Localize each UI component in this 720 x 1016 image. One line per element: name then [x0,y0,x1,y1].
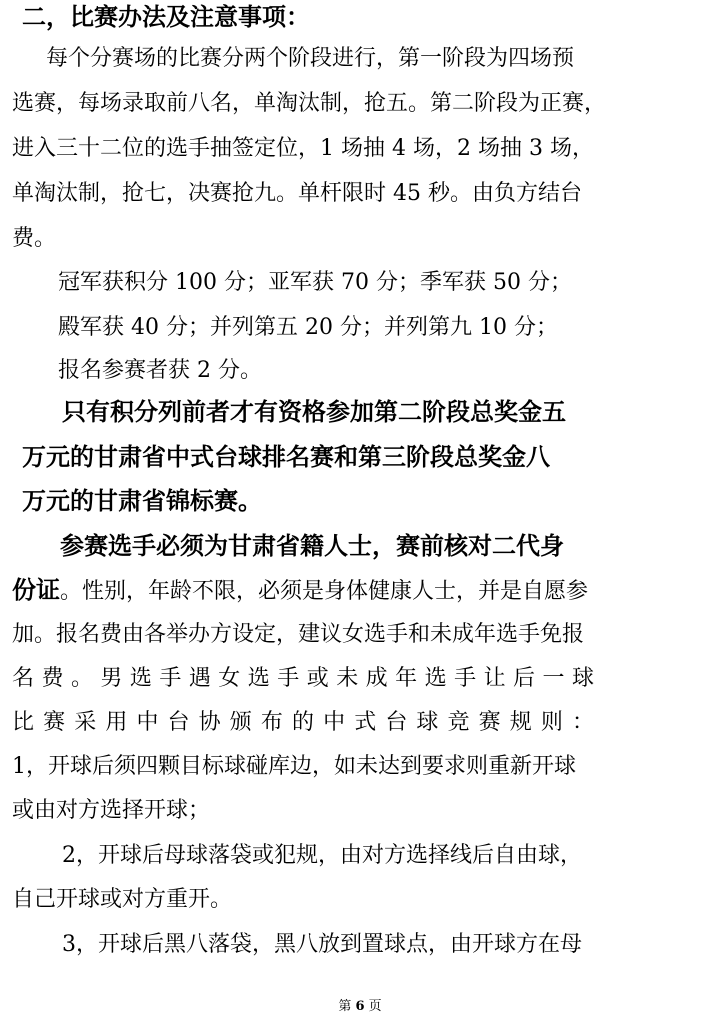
paragraph-line: 单淘汰制，抢七，决赛抢九。单杆限时 45 秒。由负方结台 [12,181,582,206]
section-heading: 二，比赛办法及注意事项： [22,3,310,31]
rule-line: 3，开球后黑八落袋，黑八放到置球点，由开球方在母 [62,932,582,957]
bold-paragraph-line: 万元的甘肃省锦标赛。 [22,487,262,515]
page-footer [0,995,720,1014]
bold-paragraph-line: 只有积分列前者才有资格参加第二阶段总奖金五 [62,398,566,426]
paragraph-text: 。性别，年龄不限，必须是身体健康人士，并是自愿参 [60,579,589,604]
paragraph-line: 进入三十二位的选手抽签定位，1 场抽 4 场，2 场抽 3 场， [12,136,594,161]
bold-paragraph-line: 万元的甘肃省中式台球排名赛和第三阶段总奖金八 [22,443,550,471]
footer-suffix: 页 [368,999,382,1014]
rule-line: 1，开球后须四颗目标球碰库边，如未达到要求则重新开球 [12,754,576,779]
paragraph-line [12,575,588,607]
points-line: 冠军获积分 100 分；亚军获 70 分；季军获 50 分； [58,270,572,295]
bold-paragraph-line: 参赛选手必须为甘肃省籍人士，赛前核对二代身 [60,532,564,560]
rule-line: 2，开球后母球落袋或犯规，由对方选择线后自由球， [62,843,582,868]
paragraph-line: 加。报名费由各举办方设定，建议女选手和未成年选手免报 [12,622,585,647]
bold-text: 份证 [12,576,60,604]
rule-line: 自己开球或对方重开。 [12,887,233,912]
paragraph-line: 比赛采用中台协颁布的中式台球竞赛规则： [12,710,594,735]
paragraph-line: 费。 [12,226,57,251]
paragraph-line: 选赛，每场录取前八名，单淘汰制，抢五。第二阶段为正赛， [12,91,607,116]
paragraph-line: 每个分赛场的比赛分两个阶段进行，第一阶段为四场预 [46,46,575,71]
points-line: 殿军获 40 分；并列第五 20 分；并列第九 10 分； [58,315,558,340]
paragraph-line: 名费。男选手遇女选手或未成年选手让后一球 [12,666,594,691]
footer-prefix: 第 [338,999,352,1014]
points-line: 报名参赛者获 2 分。 [58,358,262,383]
rule-line: 或由对方选择开球； [12,798,211,823]
page-number: 6 [355,999,365,1014]
